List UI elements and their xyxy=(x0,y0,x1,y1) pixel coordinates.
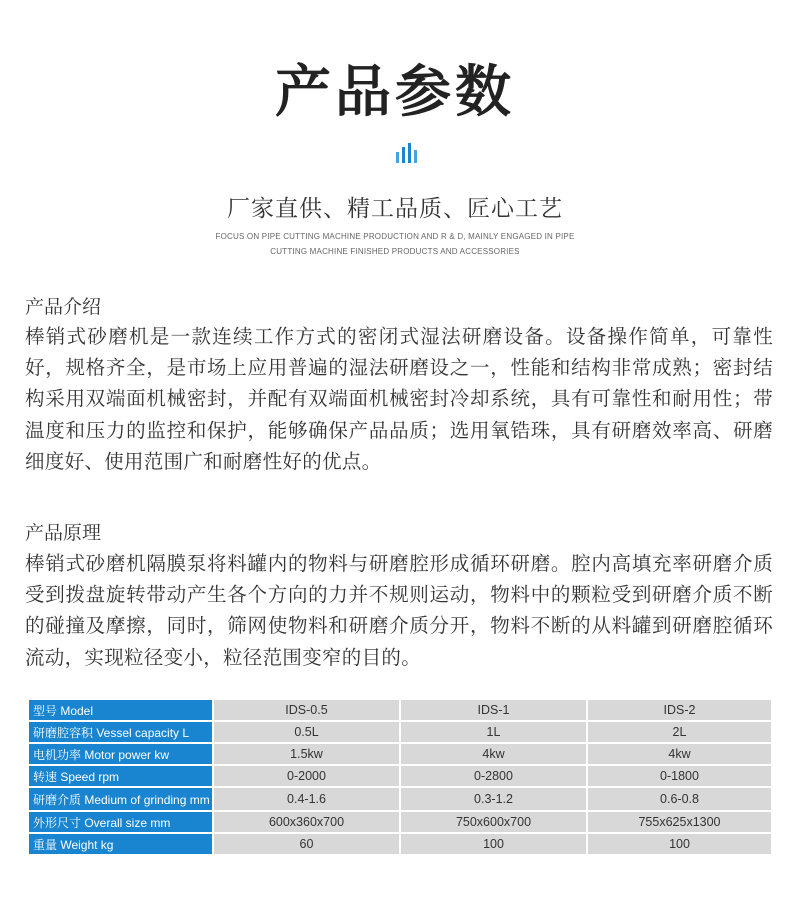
table-cell: 750x600x700 xyxy=(400,811,587,833)
page-title: 产品参数 xyxy=(275,60,515,125)
spec-table xyxy=(27,698,773,856)
table-cell: 1L xyxy=(400,721,587,743)
table-cell: 0.5L xyxy=(213,721,400,743)
table-cell: 2L xyxy=(587,721,772,743)
table-cell: IDS-0.5 xyxy=(213,699,400,721)
section-body-intro: 棒销式砂磨机是一款连续工作方式的密闭式湿法研磨设备。设备操作简单，可靠性好，规格齐全，是市场上应用普遍的湿法研磨设之一，性能和结构非常成熟；密封结构采用双端面机械密封，并配有双端面机械密封冷却系统，具有可靠性和耐用性；带温度和压力的监控和保护，能够确保产品品质；选用氧锆珠，具有研磨效率高、研磨细度好、使用范围广和耐磨性好的优点。 xyxy=(25,325,773,473)
tagline-line-2: CUTTING MACHINE FINISHED PRODUCTS AND ACCESSORIES xyxy=(270,247,520,256)
table-cell: 4kw xyxy=(587,743,772,765)
tagline-line-1: FOCUS ON PIPE CUTTING MACHINE PRODUCTION AND R & D, MAINLY ENGAGED IN PIPE xyxy=(215,232,575,241)
table-row xyxy=(28,721,772,743)
table-cell: 4kw xyxy=(400,743,587,765)
table-cell: 600x360x700 xyxy=(213,811,400,833)
row-label-power: 电机功率 Motor power kw xyxy=(28,743,213,765)
table-cell: 0-2000 xyxy=(213,765,400,787)
row-label-speed: 转速 Speed rpm xyxy=(28,765,213,787)
row-label-medium: 研磨介质 Medium of grinding mm xyxy=(28,787,213,811)
table-row xyxy=(28,699,772,721)
row-label-capacity: 研磨腔容积 Vessel capacity L xyxy=(28,721,213,743)
section-title-principle: 产品原理 xyxy=(25,522,102,544)
table-cell: IDS-2 xyxy=(587,699,772,721)
section-body-principle: 棒销式砂磨机隔膜泵将料罐内的物料与研磨腔形成循环研磨。腔内高填充率研磨介质受到拨盘旋转带动产生各个方向的力并不规则运动，物料中的颗粒受到研磨介质不断的碰撞及摩擦，同时，筛网使物料和研磨介质分开，物料不断的从料罐到研磨腔循环流动，实现粒径变小，粒径范围变窄的目的。 xyxy=(25,552,773,669)
table-cell: IDS-1 xyxy=(400,699,587,721)
table-row xyxy=(28,811,772,833)
table-row xyxy=(28,833,772,855)
table-cell: 0-1800 xyxy=(587,765,772,787)
row-label-size: 外形尺寸 Overall size mm xyxy=(28,811,213,833)
table-cell: 100 xyxy=(587,833,772,855)
table-row xyxy=(28,787,772,811)
table-cell: 1.5kw xyxy=(213,743,400,765)
section-title-intro: 产品介绍 xyxy=(25,296,102,318)
table-row xyxy=(28,765,772,787)
table-cell: 0-2800 xyxy=(400,765,587,787)
page-subtitle: 厂家直供、精工品质、匠心工艺 xyxy=(227,196,563,222)
table-cell: 0.6-0.8 xyxy=(587,787,772,811)
table-cell: 0.4-1.6 xyxy=(213,787,400,811)
table-cell: 100 xyxy=(400,833,587,855)
bar-chart-icon xyxy=(394,143,418,163)
table-cell: 0.3-1.2 xyxy=(400,787,587,811)
row-label-model: 型号 Model xyxy=(28,699,213,721)
table-cell: 755x625x1300 xyxy=(587,811,772,833)
table-row xyxy=(28,743,772,765)
row-label-weight: 重量 Weight kg xyxy=(28,833,213,855)
table-cell: 60 xyxy=(213,833,400,855)
